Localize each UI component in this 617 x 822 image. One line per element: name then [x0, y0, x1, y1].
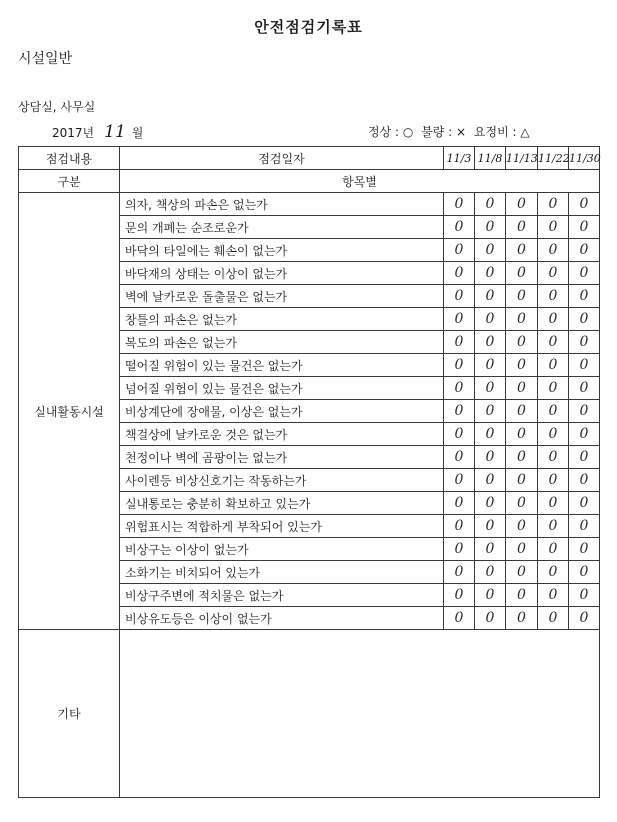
- check-mark: 0: [538, 331, 569, 354]
- check-item: 소화기는 비치되어 있는가: [120, 561, 444, 584]
- check-mark: 0: [506, 193, 538, 216]
- check-mark: 0: [538, 607, 569, 630]
- check-mark: 0: [538, 193, 569, 216]
- check-mark: 0: [475, 331, 506, 354]
- check-mark: 0: [475, 354, 506, 377]
- check-mark: 0: [569, 239, 600, 262]
- date-4: 11/22: [538, 147, 569, 170]
- check-mark: 0: [506, 584, 538, 607]
- check-item: 위험표시는 적합하게 부착되어 있는가: [120, 515, 444, 538]
- table-row: [19, 193, 600, 216]
- check-mark: 0: [569, 538, 600, 561]
- check-mark: 0: [538, 446, 569, 469]
- check-mark: 0: [538, 469, 569, 492]
- other-notes-area: [120, 630, 600, 798]
- check-mark: 0: [475, 285, 506, 308]
- check-mark: 0: [475, 308, 506, 331]
- year-month-line: [52, 122, 143, 142]
- date-3: 11/13: [506, 147, 538, 170]
- check-mark: 0: [444, 515, 475, 538]
- check-mark: 0: [538, 584, 569, 607]
- check-mark: 0: [475, 216, 506, 239]
- check-item: 책걸상에 날카로운 것은 없는가: [120, 423, 444, 446]
- check-mark: 0: [506, 377, 538, 400]
- check-item: 비상유도등은 이상이 없는가: [120, 607, 444, 630]
- check-mark: 0: [506, 423, 538, 446]
- check-mark: 0: [569, 446, 600, 469]
- check-item: 비상구주변에 적치물은 없는가: [120, 584, 444, 607]
- check-mark: 0: [569, 515, 600, 538]
- check-mark: 0: [475, 469, 506, 492]
- check-item: 비상구는 이상이 없는가: [120, 538, 444, 561]
- check-mark: 0: [444, 331, 475, 354]
- check-mark: 0: [506, 308, 538, 331]
- check-mark: 0: [475, 400, 506, 423]
- check-item: 복도의 파손은 없는가: [120, 331, 444, 354]
- check-mark: 0: [569, 354, 600, 377]
- check-item: 떨어질 위험이 있는 물건은 없는가: [120, 354, 444, 377]
- section-label: 시설일반: [18, 51, 73, 67]
- check-mark: 0: [475, 538, 506, 561]
- check-mark: 0: [444, 492, 475, 515]
- check-mark: 0: [506, 354, 538, 377]
- check-mark: 0: [444, 193, 475, 216]
- header-row: [19, 147, 600, 170]
- check-mark: 0: [569, 285, 600, 308]
- check-mark: 0: [538, 377, 569, 400]
- check-mark: 0: [444, 561, 475, 584]
- check-mark: 0: [475, 561, 506, 584]
- check-mark: 0: [538, 239, 569, 262]
- check-mark: 0: [475, 423, 506, 446]
- header-content: 점검내용: [19, 147, 120, 170]
- month-value: 11: [104, 122, 126, 142]
- check-mark: 0: [475, 584, 506, 607]
- check-mark: 0: [444, 285, 475, 308]
- check-item: 천정이나 벽에 곰팡이는 없는가: [120, 446, 444, 469]
- month-unit: 월: [131, 126, 144, 140]
- header-category: 구분: [19, 170, 120, 193]
- check-mark: 0: [506, 285, 538, 308]
- check-mark: 0: [444, 400, 475, 423]
- check-mark: 0: [569, 193, 600, 216]
- check-mark: 0: [569, 400, 600, 423]
- check-item: 넘어질 위험이 있는 물건은 없는가: [120, 377, 444, 400]
- check-mark: 0: [506, 331, 538, 354]
- check-item: 의자, 책상의 파손은 없는가: [120, 193, 444, 216]
- check-mark: 0: [538, 285, 569, 308]
- check-mark: 0: [444, 538, 475, 561]
- check-mark: 0: [506, 515, 538, 538]
- check-mark: 0: [475, 607, 506, 630]
- check-mark: 0: [538, 216, 569, 239]
- legend-needs-fix: 요정비 : △: [473, 125, 530, 139]
- check-mark: 0: [506, 262, 538, 285]
- check-item: 벽에 날카로운 돌출물은 없는가: [120, 285, 444, 308]
- check-mark: 0: [538, 400, 569, 423]
- check-mark: 0: [475, 262, 506, 285]
- check-mark: 0: [538, 561, 569, 584]
- check-mark: 0: [569, 216, 600, 239]
- check-mark: 0: [444, 308, 475, 331]
- check-mark: 0: [444, 239, 475, 262]
- check-mark: 0: [444, 216, 475, 239]
- date-5: 11/30: [569, 147, 600, 170]
- legend-normal: 정상 : ○: [368, 125, 414, 139]
- check-mark: 0: [538, 538, 569, 561]
- check-mark: 0: [444, 354, 475, 377]
- check-mark: 0: [538, 354, 569, 377]
- check-mark: 0: [475, 193, 506, 216]
- other-label: 기타: [19, 630, 120, 798]
- check-item: 바닥재의 상태는 이상이 없는가: [120, 262, 444, 285]
- check-mark: 0: [444, 446, 475, 469]
- check-mark: 0: [444, 377, 475, 400]
- check-mark: 0: [569, 561, 600, 584]
- legend: [368, 123, 534, 140]
- check-mark: 0: [444, 423, 475, 446]
- check-mark: 0: [506, 538, 538, 561]
- check-mark: 0: [506, 469, 538, 492]
- check-mark: 0: [444, 262, 475, 285]
- other-row: [19, 630, 600, 798]
- check-mark: 0: [506, 400, 538, 423]
- check-mark: 0: [569, 584, 600, 607]
- category-label: 실내활동시설: [19, 193, 120, 630]
- check-mark: 0: [444, 584, 475, 607]
- check-mark: 0: [506, 607, 538, 630]
- check-mark: 0: [569, 492, 600, 515]
- date-2: 11/8: [475, 147, 506, 170]
- check-item: 문의 개폐는 순조로운가: [120, 216, 444, 239]
- check-mark: 0: [444, 607, 475, 630]
- check-mark: 0: [569, 423, 600, 446]
- check-mark: 0: [569, 377, 600, 400]
- legend-bad: 불량 : ×: [421, 125, 467, 139]
- date-1: 11/3: [444, 147, 475, 170]
- check-item: 사이렌등 비상신호기는 작동하는가: [120, 469, 444, 492]
- check-mark: 0: [506, 446, 538, 469]
- check-mark: 0: [444, 469, 475, 492]
- check-mark: 0: [506, 492, 538, 515]
- header-date: 점검일자: [120, 147, 444, 170]
- check-mark: 0: [475, 446, 506, 469]
- check-mark: 0: [475, 492, 506, 515]
- check-mark: 0: [569, 607, 600, 630]
- check-mark: 0: [538, 515, 569, 538]
- check-item: 실내통로는 충분히 확보하고 있는가: [120, 492, 444, 515]
- check-mark: 0: [506, 216, 538, 239]
- subheader-row: [19, 170, 600, 193]
- check-item: 창틀의 파손은 없는가: [120, 308, 444, 331]
- header-items: 항목별: [120, 170, 600, 193]
- inspection-table: [18, 146, 600, 798]
- place-label: 상담실, 사무실: [18, 100, 96, 114]
- check-mark: 0: [569, 308, 600, 331]
- check-item: 바닥의 타일에는 훼손이 없는가: [120, 239, 444, 262]
- check-mark: 0: [506, 239, 538, 262]
- check-mark: 0: [538, 423, 569, 446]
- year-label: 2017년: [52, 126, 95, 140]
- check-mark: 0: [569, 469, 600, 492]
- check-mark: 0: [475, 239, 506, 262]
- check-mark: 0: [475, 515, 506, 538]
- check-mark: 0: [569, 262, 600, 285]
- check-mark: 0: [538, 262, 569, 285]
- check-mark: 0: [475, 377, 506, 400]
- check-mark: 0: [538, 308, 569, 331]
- check-mark: 0: [569, 331, 600, 354]
- document-title: 안전점검기록표: [254, 18, 363, 36]
- check-mark: 0: [506, 561, 538, 584]
- check-item: 비상계단에 장애물, 이상은 없는가: [120, 400, 444, 423]
- check-mark: 0: [538, 492, 569, 515]
